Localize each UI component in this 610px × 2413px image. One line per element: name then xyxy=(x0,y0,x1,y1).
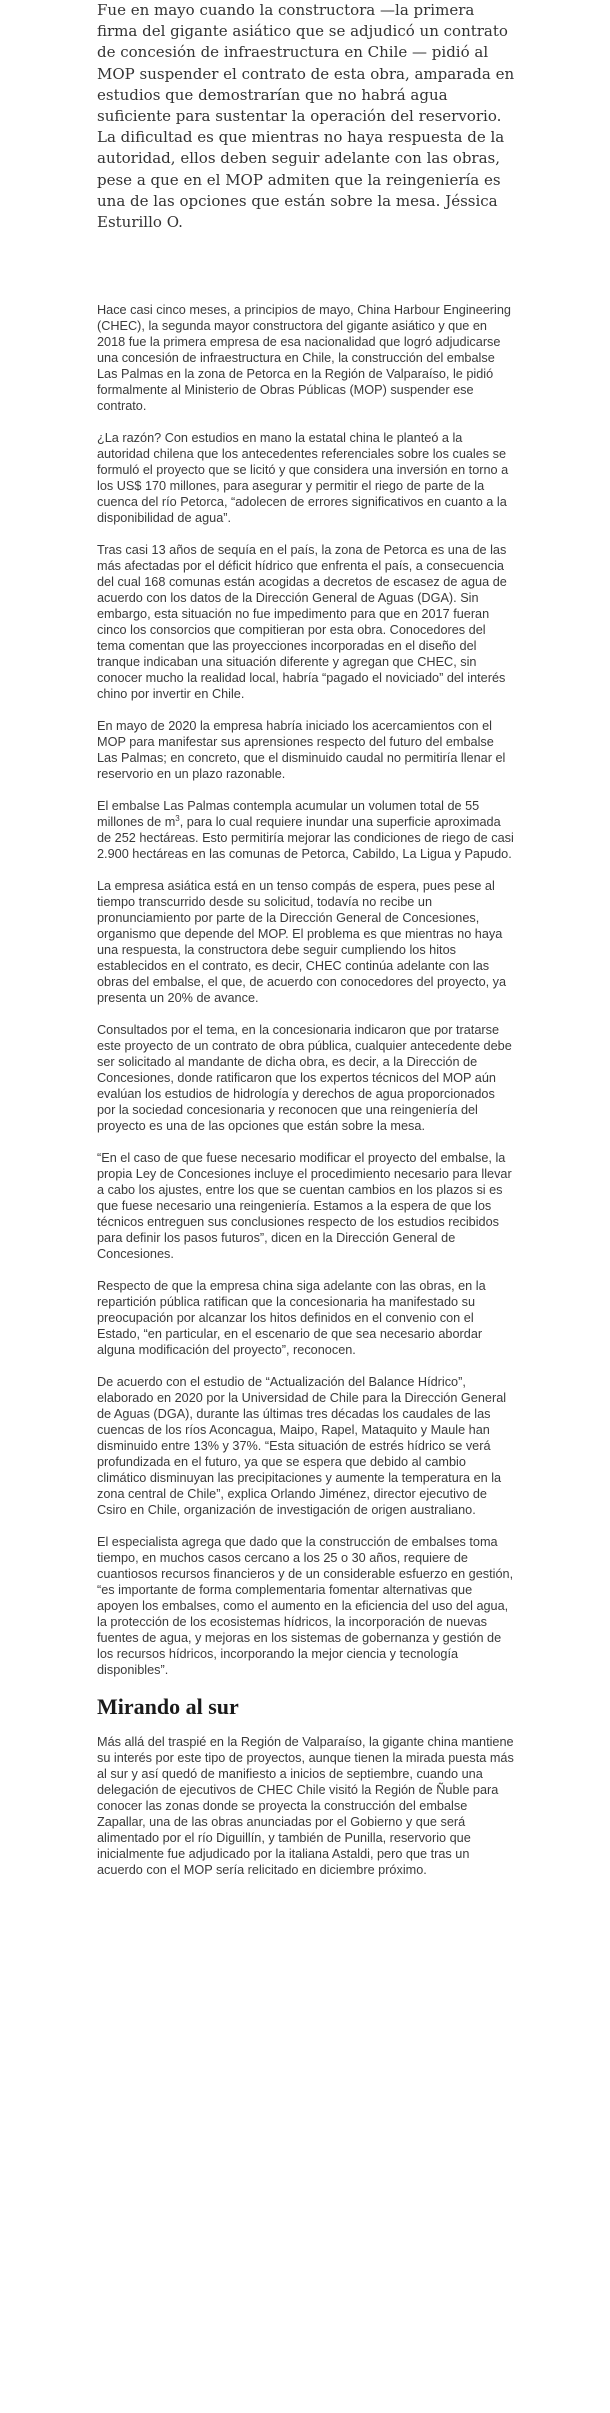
paragraph-volume xyxy=(97,798,515,862)
paragraph-12: Más allá del traspié en la Región de Valparaíso, la gigante china mantiene su interés por este tipo de proyectos, aunque tienen la mirada puesta más al sur y así quedó de manifiesto a inicios de septiembre, cuando una delegación de ejecutivos de CHEC Chile visitó la Región de Ñuble para conocer las zonas donde se proyecta la construcción del embalse Zapallar, una de las obras anunciadas por el Gobierno y que será alimentado por el río Diguillín, y también de Punilla, reservorio que inicialmente fue adjudicado por la italiana Astaldi, pero que tras un acuerdo con el MOP sería relicitado en diciembre próximo. xyxy=(97,1735,514,1877)
article-lead xyxy=(97,0,517,233)
article-body xyxy=(97,302,515,1894)
paragraph-11: El especialista agrega que dado que la construcción de embalses toma tiempo, en muchos casos cercano a los 25 o 30 años, requiere de cuantiosos recursos financieros y de un considerable esfuerzo en gestión, “es importante de forma complementaria fomentar alternativas que apoyen los embalses, como el aumento en la eficiencia del uso del agua, la protección de los ecosistemas hídricos, la incorporación de nuevas fuentes de agua, y mejoras en los sistemas de gobernanza y gestión de los recursos hídricos, incorporando la mejor ciencia y tecnología disponibles”. xyxy=(97,1535,514,1677)
lead-author: Jéssica Esturillo O. xyxy=(97,191,498,232)
volume-text-before: El embalse Las Palmas contempla acumular un volumen total de 55 millones de m xyxy=(97,799,480,829)
paragraph-9: Respecto de que la empresa china siga adelante con las obras, en la repartición pública ratifican que la concesionaria ha manifestado su preocupación por alcanzar los hitos definidos en el convenio con el Estado, “en particular, en el escenario de que sea necesario abordar alguna modificación del proyecto”, reconocen. xyxy=(97,1279,486,1357)
paragraph-10: De acuerdo con el estudio de “Actualización del Balance Hídrico”, elaborado en 2020 por la Universidad de Chile para la Dirección General de Aguas (DGA), durante las últimas tres décadas los caudales de las cuencas de los ríos Aconcagua, Maipo, Rapel, Mataquito y Maule han disminuido entre 13% y 37%. “Esta situación de estrés hídrico se verá profundizada en el futuro, ya que se espera que debido al cambio climático disminuyan las precipitaciones y aumente la temperatura en la zona central de Chile”, explica Orlando Jiménez, director ejecutivo de Csiro en Chile, organización de investigación de origen australiano. xyxy=(97,1375,507,1517)
volume-text-after: , para lo cual requiere inundar una superficie aproximada de 252 hectáreas. Esto permitiría mejorar las condiciones de riego de casi 2.900 hectáreas en las comunas de Petorca, Cabildo, La Ligua y Papudo. xyxy=(97,815,514,861)
paragraph-7: Consultados por el tema, en la concesionaria indicaron que por tratarse este proyecto de un contrato de obra pública, cualquier antecedente debe ser solicitado al mandante de dicha obra, es decir, a la Dirección de Concesiones, donde ratificaron que los expertos técnicos del MOP aún evalúan los estudios de hidrología y derechos de agua proporcionados por la sociedad concesionaria y reconocen que una reingeniería del proyecto es una de las opciones que están sobre la mesa. xyxy=(97,1023,512,1133)
paragraph-3: Tras casi 13 años de sequía en el país, la zona de Petorca es una de las más afectadas por el déficit hídrico que enfrenta el país, a consecuencia del cual 168 comunas están acogidas a decretos de escasez de agua de acuerdo con los datos de la Dirección General de Aguas (DGA). Sin embargo, esta situación no fue impedimento para que en 2017 fueran cinco los consorcios que compitieran por esta obra. Conocedores del tema comentan que las proyecciones incorporadas en el diseño del tranque indicaban una situación diferente y agregan que CHEC, sin conocer mucho la realidad local, habría “pagado el noviciado” del interés chino por invertir en Chile. xyxy=(97,543,507,701)
lead-text: Fue en mayo cuando la constructora —la primera firma del gigante asiático que se adjudicó un contrato de concesión de infraestructura en Chile — pidió al MOP suspender el contrato de esta obra, amparada en estudios que demostrarían que no habrá agua suficiente para sustentar la operación del reservorio. La dificultad es que mientras no haya respuesta de la autoridad, ellos deben seguir adelante con las obras, pese a que en el MOP admiten que la reingeniería es una de las opciones que están sobre la mesa. xyxy=(97,1,515,210)
paragraph-4: En mayo de 2020 la empresa habría iniciado los acercamientos con el MOP para manifestar sus aprensiones respecto del futuro del embalse Las Palmas; en concreto, que el disminuido caudal no permitiría llenar el reservorio en un plazo razonable. xyxy=(97,719,506,781)
paragraph-2: ¿La razón? Con estudios en mano la estatal china le planteó a la autoridad chilena que los antecedentes referenciales sobre los cuales se formuló el proyecto que se licitó y que considera una inversión en torno a los US$ 170 millones, para asegurar y permitir el riego de parte de la cuenca del río Petorca, “adolecen de errores significativos en cuanto a la disponibilidad de agua”. xyxy=(97,431,509,525)
paragraph-8: “En el caso de que fuese necesario modificar el proyecto del embalse, la propia Ley de Concesiones incluye el procedimiento necesario para llevar a cabo los ajustes, entre los que se cuentan cambios en los plazos si es que fuese necesario una reingeniería. Estamos a la espera de que los técnicos entreguen sus conclusiones respecto de los estudios recibidos para definir los pasos futuros”, dicen en la Dirección General de Concesiones. xyxy=(97,1151,512,1261)
volume-superscript: 3 xyxy=(175,813,180,823)
section-subheading: Mirando al sur xyxy=(97,1694,239,1719)
paragraph-1: Hace casi cinco meses, a principios de mayo, China Harbour Engineering (CHEC), la segunda mayor constructora del gigante asiático y que en 2018 fue la primera empresa de esa nacionalidad que logró adjudicarse una concesión de infraestructura en Chile, la construcción del embalse Las Palmas en la zona de Petorca en la Región de Valparaíso, le pidió formalmente al Ministerio de Obras Públicas (MOP) suspender ese contrato. xyxy=(97,303,511,413)
paragraph-6: La empresa asiática está en un tenso compás de espera, pues pese al tiempo transcurrido desde su solicitud, todavía no recibe un pronunciamiento por parte de la Dirección General de Concesiones, organismo que depende del MOP. El problema es que mientras no haya una respuesta, la constructora debe seguir cumpliendo los hitos establecidos en el contrato, es decir, CHEC continúa adelante con las obras del embalse, el que, de acuerdo con conocedores del proyecto, ya presenta un 20% de avance. xyxy=(97,879,507,1005)
